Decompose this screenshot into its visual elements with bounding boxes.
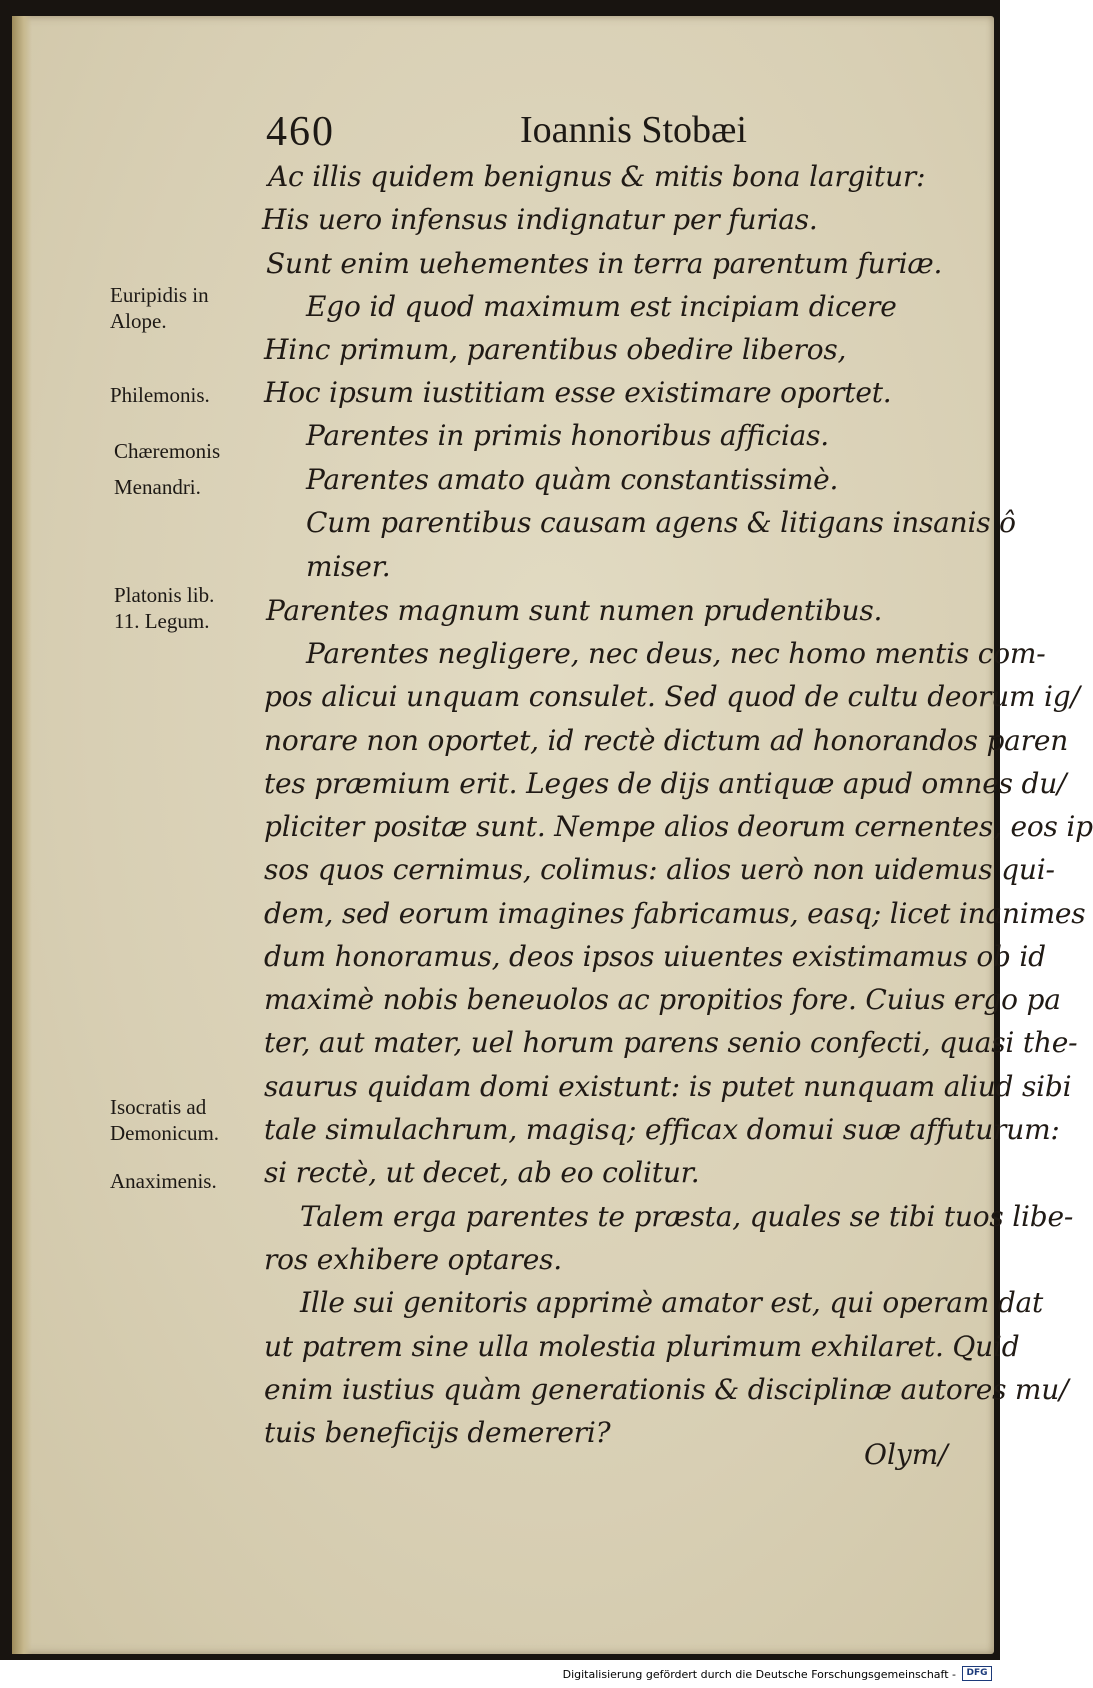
text-line: enim iustius quàm generationis & disciplinæ autores mu/	[264, 1373, 1069, 1406]
footer-credit: Digitalisierung gefördert durch die Deutsche Forschungsgemeinschaft -	[562, 1668, 956, 1681]
margin-note: 11. Legum.	[114, 609, 210, 633]
text-line: Ille sui genitoris apprimè amator est, qui operam dat	[300, 1286, 1044, 1319]
running-title: Ioannis Stobæi	[520, 109, 747, 151]
text-line: Parentes negligere, nec deus, nec homo mentis com-	[306, 637, 1046, 670]
text-line: dum honoramus, deos ipsos uiuentes existimamus ob id	[264, 940, 1046, 973]
page-spine-edge	[12, 16, 32, 1654]
text-line: Ac illis quidem benignus & mitis bona largitur:	[268, 160, 926, 193]
text-line: Hoc ipsum iustitiam esse existimare oportet.	[264, 376, 892, 409]
text-line: tes præmium erit. Leges de dijs antiquæ apud omnes du/	[264, 767, 1067, 800]
text-line: tale simulachrum, magisq; efficax domui suæ affuturum:	[264, 1113, 1060, 1146]
text-line: norare non oportet, id rectè dictum ad honorandos paren	[264, 724, 1069, 757]
text-line: si rectè, ut decet, ab eo colitur.	[264, 1156, 700, 1189]
margin-note: Euripidis in	[110, 283, 209, 307]
text-line: saurus quidam domi existunt: is putet nunquam aliud sibi	[264, 1070, 1072, 1103]
catchword: Olym/	[864, 1438, 948, 1471]
margin-note: Menandri.	[114, 475, 201, 499]
text-line: Hinc primum, parentibus obedire liberos,	[264, 333, 847, 366]
margin-note: Anaximenis.	[110, 1169, 217, 1193]
text-line: pos alicui unquam consulet. Sed quod de cultu deorum ig/	[264, 680, 1080, 713]
text-line: sos quos cernimus, colimus: alios uerò non uidemus qui-	[264, 853, 1055, 886]
text-line: His uero infensus indignatur per furias.	[262, 203, 818, 236]
text-line: ros exhibere optares.	[264, 1243, 562, 1276]
margin-note: Alope.	[110, 309, 167, 333]
text-line: maximè nobis beneuolos ac propitios fore. Cuius ergo pa	[264, 983, 1061, 1016]
text-line: Parentes in primis honoribus afficias.	[306, 419, 830, 452]
text-line: miser.	[306, 550, 391, 583]
text-line: ut patrem sine ulla molestia plurimum exhilaret. Quid	[264, 1330, 1020, 1363]
text-line: Parentes amato quàm constantissimè.	[306, 463, 839, 496]
page-number: 460	[266, 109, 335, 155]
text-line: tuis beneficijs demereri?	[264, 1416, 611, 1449]
text-line: pliciter positæ sunt. Nempe alios deorum cernentes, eos ip	[264, 810, 1093, 843]
text-line: dem, sed eorum imagines fabricamus, easq; licet inanimes	[264, 897, 1086, 930]
text-line: Parentes magnum sunt numen prudentibus.	[266, 594, 883, 627]
text-line: Talem erga parentes te præsta, quales se tibi tuos libe-	[300, 1200, 1074, 1233]
dfg-logo-icon: DFG	[962, 1666, 992, 1681]
margin-note: Demonicum.	[110, 1121, 220, 1145]
text-line: Ego id quod maximum est incipiam dicere	[306, 290, 897, 323]
margin-note: Platonis lib.	[114, 583, 215, 607]
margin-note: Philemonis.	[110, 383, 210, 407]
text-line: Cum parentibus causam agens & litigans insanis ô	[306, 506, 1016, 539]
text-line: ter, aut mater, uel horum parens senio confecti, quasi the-	[264, 1026, 1078, 1059]
text-line: Sunt enim uehementes in terra parentum furiæ.	[266, 247, 943, 280]
margin-note: Chæremonis	[114, 439, 221, 463]
margin-note: Isocratis ad	[110, 1095, 207, 1119]
